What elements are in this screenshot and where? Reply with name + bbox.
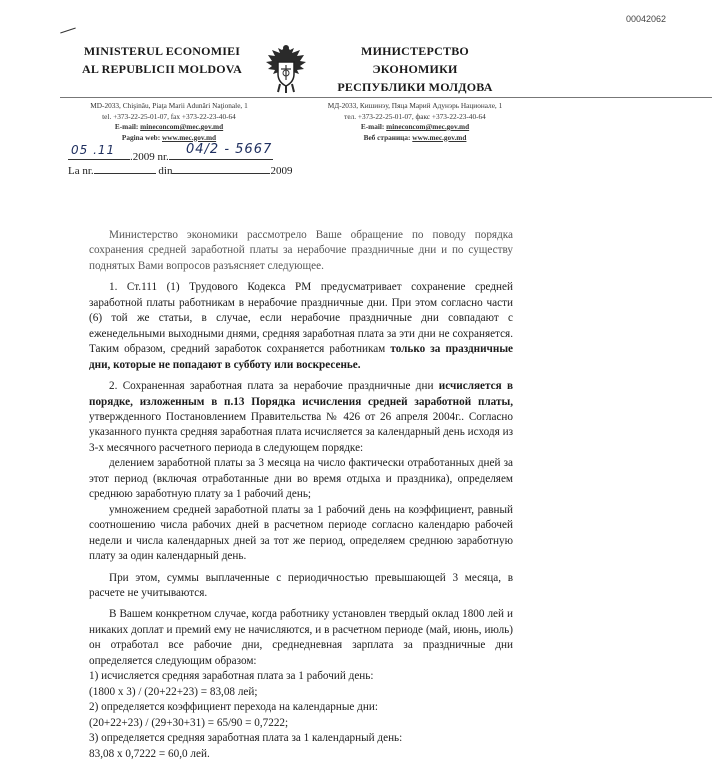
method-item-2: умножением средней заработной платы за 1 рабочий день на коэффициент, равный соотношению числа рабочих дней в расчетном периоде согласно календарю рабочей недели и числа календарных дней за тот же период, определяем среднюю заработную плату за один календарный день. [89, 503, 513, 563]
phone-ro: tel. +373-22-25-01-07, fax +373-22-23-40-64 [102, 111, 236, 121]
ministry-name-ru-line1: МИНИСТЕРСТВО ЭКОНОМИКИ [361, 44, 469, 76]
paragraph-1-text: 1. Ст.111 (1) Трудового Кодекса РМ предусматривает сохранение средней заработной платы работникам в нерабочие праздничные дни. При этом согласно части (6) той же статьи, в случае, если нерабочие праздничные дни совпадают с еженедельными выходными днями, средняя заработная плата за эти дни не сохраняется. Таким образом, средний заработок сохраняется работникам [89, 281, 513, 356]
step-2: 2) определяется коэффициент перехода на календарные дни: [89, 701, 378, 714]
paragraph-3: При этом, суммы выплаченные с периодичностью превышающей 3 месяца, в расчете не учитываются. [89, 571, 513, 599]
paragraph-1-bold: только за праздничные дни, которые не попадают в субботу или воскресенье. [89, 343, 514, 371]
address-ro: MD-2033, Chişinău, Piaţa Marii Adunări Naţionale, 1 [90, 101, 248, 110]
reference-year-2: 2009 [270, 165, 293, 177]
contacts-ro [64, 101, 274, 143]
paragraph-2-bold: исчисляется в порядке, изложенным в п.13 Порядка исчисления средней заработной платы, [89, 380, 513, 408]
letter-body [89, 228, 513, 762]
paragraph-2-text-a: 2. Сохраненная заработная плата за нерабочие праздничные дни [109, 380, 434, 393]
web-ro-label: Pagina web: [121, 132, 161, 142]
method-item-1: делением заработной платы за 3 месяца на число фактически отработанных дней за этот период (включая отработанные дни во время отдыха и праздника), определяем среднюю заработную плату за 1 рабочий день; [89, 457, 513, 501]
paragraph-4: В Вашем конкретном случае, когда работнику установлен твердый оклад 1800 лей и никаких доплат и премий ему не начисляются, и в расчетном периоде (май, июнь, июль) он отработал все рабочие дни, среднедневная зарплата за праздничные дни определяется следующим образом: [89, 608, 513, 667]
web-ru-link[interactable]: www.mec.gov.md [412, 132, 467, 142]
margin-mark [60, 28, 76, 34]
ministry-name-ro-line2: AL REPUBLICII MOLDOVA [81, 62, 242, 76]
handwritten-number: 04/2 - 5667 [186, 142, 273, 157]
email-ru-link[interactable]: mineconcom@mec.gov.md [386, 122, 470, 131]
ministry-name-ro [66, 42, 258, 78]
address-ru: МД-2033, Кишинэу, Пяца Марий Адунэрь Национале, 1 [327, 101, 503, 110]
la-nr-label: La nr. [68, 165, 94, 177]
incoming-reference [68, 162, 292, 177]
email-ru-row [312, 122, 518, 133]
phone-ru: тел. +373-22-25-01-07, факс +373-22-23-40-64 [344, 111, 486, 121]
web-ru-label: Веб страница: [363, 132, 411, 142]
step-3-calc: 83,08 х 0,7222 = 60,0 лей. [89, 747, 210, 760]
email-ro-link[interactable]: mineconcom@mec.gov.md [140, 122, 224, 131]
din-label: din [158, 165, 173, 177]
reference-year: .2009 nr. [130, 151, 169, 163]
intro-paragraph: Министерство экономики рассмотрело Ваше обращение по поводу порядка сохранения средней заработной платы за нерабочие праздничные дни и по существу поднятых Вами вопросов разъясняет следующее. [89, 229, 513, 272]
contacts-ru [312, 101, 518, 143]
web-ro-link[interactable]: www.mec.gov.md [162, 132, 217, 142]
din-underline [172, 162, 270, 174]
email-ro-row [64, 122, 274, 133]
step-1-calc: (1800 х 3) / (20+22+23) = 83,08 лей; [89, 685, 258, 698]
paragraph-1 [89, 280, 513, 373]
step-3: 3) определяется средняя заработная плата за 1 календарный день: [89, 732, 403, 745]
paragraph-2 [89, 379, 513, 456]
document-number: 00042062 [626, 14, 667, 24]
header-divider [60, 97, 712, 98]
email-ro-label: E-mail: [114, 122, 139, 131]
la-nr-underline [94, 162, 156, 174]
step-1: 1) исчисляется средняя заработная плата за 1 рабочий день: [89, 670, 374, 683]
ministry-name-ru-line2: РЕСПУБЛИКИ МОЛДОВА [337, 80, 493, 94]
ministry-name-ru [322, 42, 508, 96]
email-ru-label: E-mail: [360, 122, 385, 131]
web-ru-row [312, 133, 518, 144]
handwritten-date: 05 .11 [71, 143, 116, 157]
coat-of-arms-icon [258, 40, 314, 96]
ministry-name-ro-line1: MINISTERUL ECONOMIEI [83, 44, 241, 58]
paragraph-2-text-b: утвержденного Постановлением Правительства № 426 от 26 апреля 2004г.. Согласно указанного пункта средняя заработная плата исчисляется за календарный день исходя из 3-х месячного расчетного периода в следующем порядке: [89, 410, 513, 454]
step-2-calc: (20+22+23) / (29+30+31) = 65/90 = 0,7222; [89, 716, 289, 729]
